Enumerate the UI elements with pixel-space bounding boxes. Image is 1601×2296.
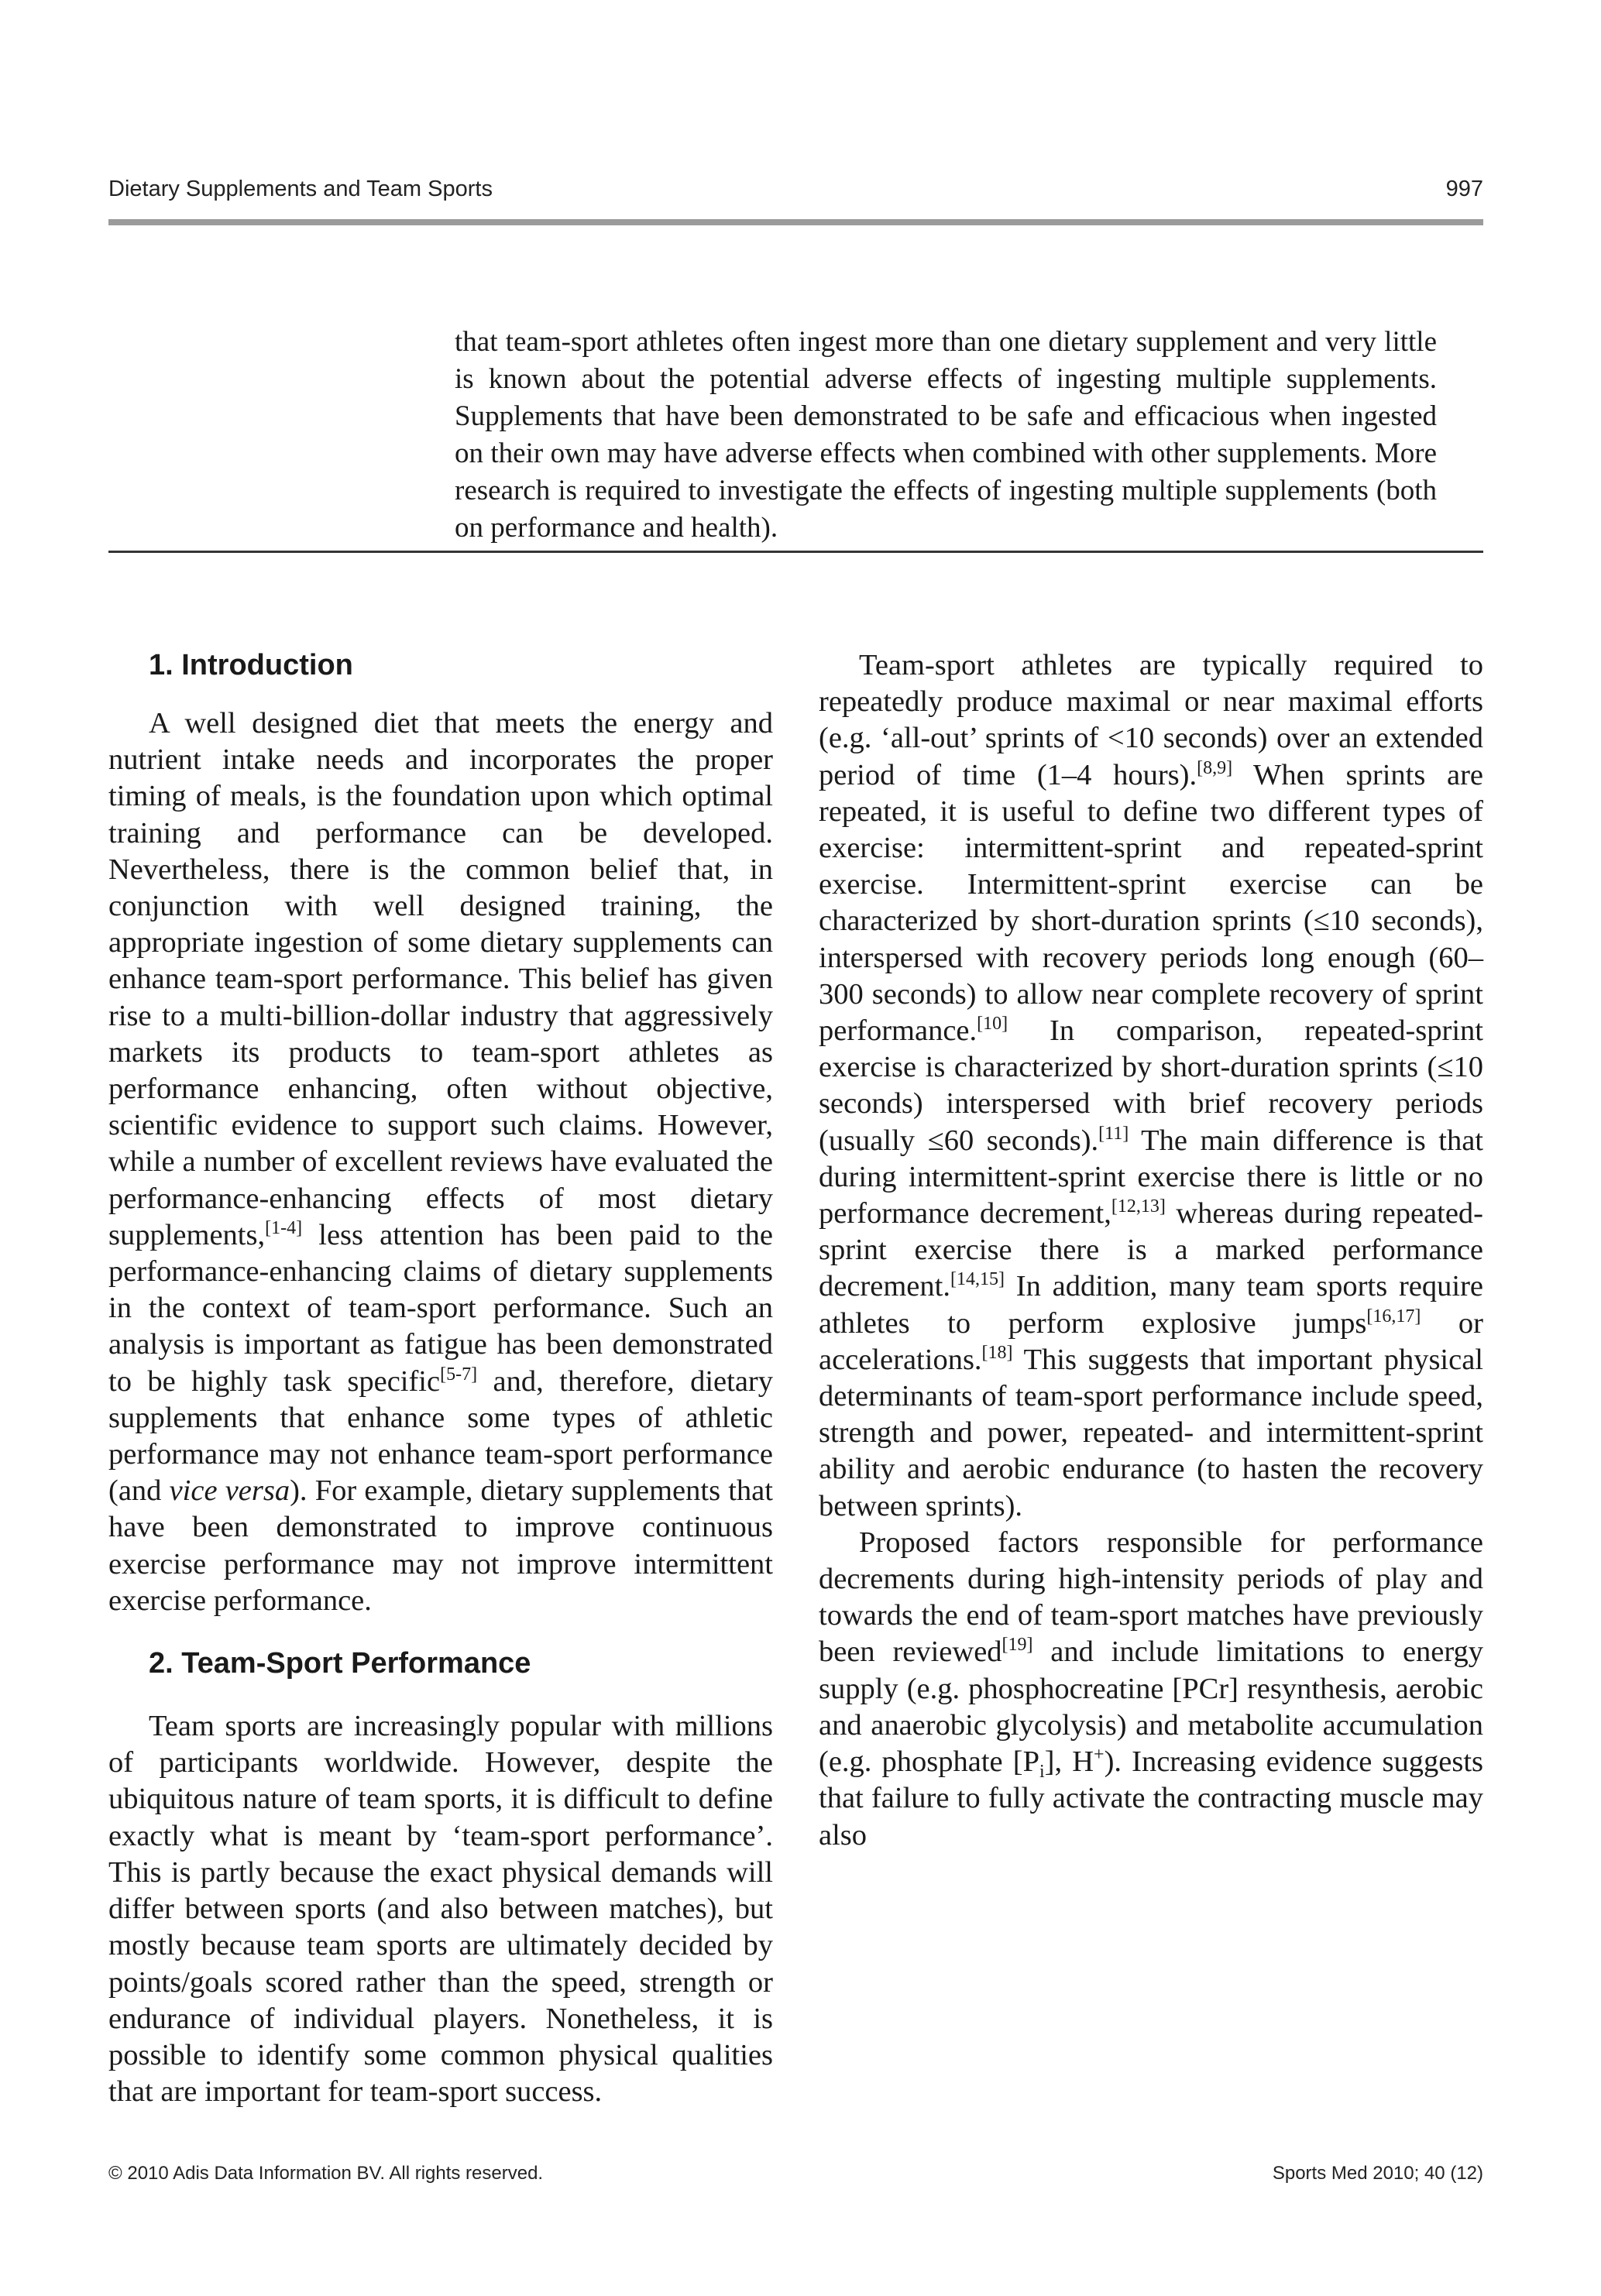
page-number: 997 xyxy=(1445,177,1483,201)
team-sport-paragraph-3: Proposed factors responsible for performance decrements during high-intensity periods of play and towards the end of team-sport matches have previously been reviewed[19] and include limitations to energy supply (e.g. phosphocreatine [PCr] resynthesis, aerobic and anaerobic glycolysis) and metabolite accumulation (e.g. phosphate $[P_i]$, H+). Increasing evidence suggests that failure to fully activate the contracting muscle may also xyxy=(819,1526,1484,1852)
citation-ref: [11] xyxy=(1098,1123,1129,1144)
team-sport-paragraph-2: Team-sport athletes are typically required to repeatedly produce maximal or near maximal efforts (e.g. ‘all-out’ sprints of <10 seconds) over an extended period of time (1–4 hours).[8,9] When sprints are repeated, it is useful to define two different types of exercise: intermittent-sprint and repeated-sprint exercise. Intermittent-sprint exercise can be characterized by short-duration sprints (≤10 seconds), interspersed with recovery periods long enough (60–300 seconds) to allow near complete recovery of sprint performance.[10] In comparison, repeated-sprint exercise is characterized by short-duration sprints (≤10 seconds) interspersed with brief recovery periods (usually ≤60 seconds).[11] The main difference is that during intermittent-sprint exercise there is little or no performance decrement,[12,13] whereas during repeated-sprint exercise there is a marked performance decrement.[14,15] In addition, many team sports require athletes to perform explosive jumps[16,17] or accelerations.[18] This suggests that important physical determinants of team-sport performance include speed, strength and power, repeated- and intermittent-sprint ability and aerobic endurance (to hasten the recovery between sprints). xyxy=(819,649,1483,1522)
abstract-continuation: that team-sport athletes often ingest more than one dietary supplement and very little is known about the potential adverse effects of ingesting multiple supplements. Supplements that have been demonstrated to be safe and efficacious when ingested on their own may have adverse effects when combined with other supplements. More research is required to investigate the effects of ingesting multiple supplements (both on performance and health). xyxy=(455,326,1437,544)
citation-ref: [19] xyxy=(1001,1635,1033,1656)
citation-ref: [5-7] xyxy=(440,1364,478,1385)
page-footer xyxy=(108,2163,1483,2194)
subscript: i xyxy=(1039,1762,1045,1783)
team-sport-paragraph-1: Team sports are increasingly popular with millions of participants worldwide. However, despite the ubiquitous nature of team sports, it is difficult to define exactly what is meant by ‘team-sport performance’. This is partly because the exact physical demands will differ between sports (and also between matches), but mostly because team sports are ultimately decided by points/goals scored rather than the speed, strength or endurance of individual players. Nonetheless, it is possible to identify some common physical qualities that are important for team-sport success. xyxy=(108,1710,773,2109)
introduction-paragraph: A well designed diet that meets the energy and nutrient intake needs and incorporates the proper timing of meals, is the foundation upon which optimal training and performance can be developed. Nevertheless, there is the common belief that, in conjunction with well designed training, the appropriate ingestion of some dietary supplements can enhance team-sport performance. This belief has given rise to a multi-billion-dollar industry that aggressively markets its products to team-sport athletes as performance enhancing, often without objective, scientific evidence to support such claims. However, while a number of excellent reviews have evaluated the performance-enhancing effects of most dietary supplements,[1-4] less attention has been paid to the performance-enhancing claims of dietary supplements in the context of team-sport performance. Such an analysis is important as fatigue has been demonstrated to be highly task specific[5-7] and, therefore, dietary supplements that enhance some types of athletic performance may not enhance team-sport performance (and vice versa). For example, dietary supplements that have been demonstrated to improve continuous exercise performance may not improve intermittent exercise performance. xyxy=(108,707,773,1617)
right-column xyxy=(819,647,1483,1854)
superscript: + xyxy=(1094,1745,1105,1766)
citation-ref: [10] xyxy=(977,1014,1008,1035)
citation-ref: [12,13] xyxy=(1111,1196,1166,1217)
citation-ref: [8,9] xyxy=(1197,757,1233,778)
section-heading-team-sport: 2. Team-Sport Performance xyxy=(149,1647,531,1680)
abstract-rule xyxy=(108,551,1483,553)
citation-ref: [16,17] xyxy=(1366,1306,1421,1326)
journal-citation: Sports Med 2010; 40 (12) xyxy=(1272,2163,1483,2184)
citation-ref: [14,15] xyxy=(950,1269,1005,1290)
section-heading-introduction: 1. Introduction xyxy=(149,649,353,681)
running-title: Dietary Supplements and Team Sports xyxy=(108,177,493,201)
header-rule xyxy=(108,219,1483,225)
citation-ref: [1-4] xyxy=(265,1217,303,1238)
left-column xyxy=(108,647,773,2110)
copyright-notice: © 2010 Adis Data Information BV. All rights reserved. xyxy=(108,2163,544,2184)
citation-ref: [18] xyxy=(981,1342,1013,1363)
running-header xyxy=(108,177,1483,208)
italic-text: vice versa xyxy=(169,1474,290,1508)
